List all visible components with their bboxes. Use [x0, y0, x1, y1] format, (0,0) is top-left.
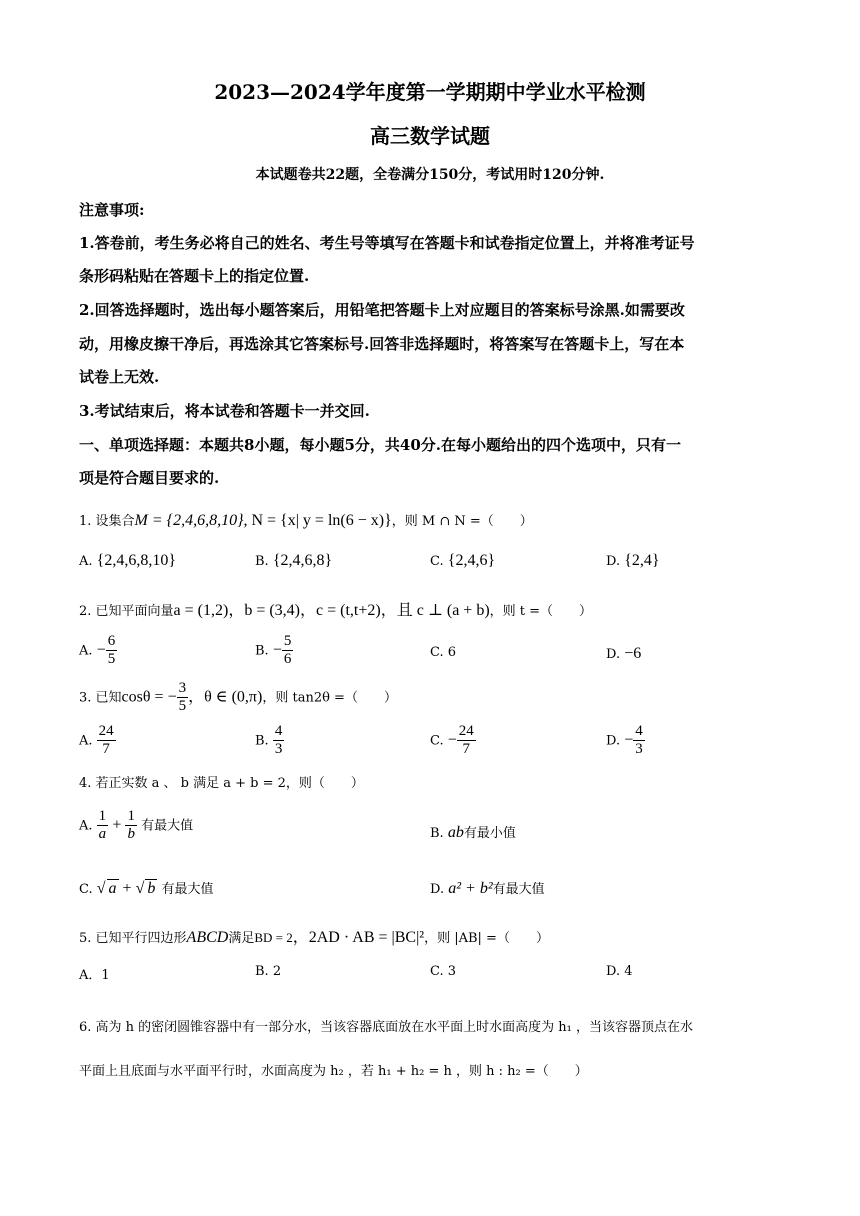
- option-text: 有最大值: [492, 882, 545, 897]
- fraction: [177, 680, 189, 716]
- denominator: 5: [107, 651, 116, 668]
- option-value: {2,4,6,8}: [272, 552, 333, 569]
- notice-item-2-line-3: 试卷上无效.: [79, 368, 160, 386]
- option-label: B.: [255, 733, 269, 749]
- question-4-option-c: [79, 878, 214, 898]
- negative-sign: −: [624, 731, 634, 749]
- question-5-option-d: D. 4: [606, 964, 633, 979]
- question-1-option-c: [430, 552, 495, 570]
- question-2-option-b: [255, 633, 293, 669]
- question-5-option-b: B. 2: [255, 964, 282, 979]
- option-value: −6: [624, 645, 642, 662]
- numerator: 4: [633, 723, 645, 741]
- question-2-option-c: C. 6: [430, 645, 457, 660]
- numerator: 6: [106, 633, 118, 651]
- notice-item-3: 3.考试结束后，将本试卷和答题卡一并交回.: [79, 402, 370, 420]
- notice-item-1-line-1: 1.答卷前，考生务必将自己的姓名、考生号等填写在答题卡和试卷指定位置上，并将准考证号: [79, 234, 695, 252]
- denominator: 6: [283, 651, 292, 668]
- option-label: A.: [79, 643, 93, 659]
- question-4-option-a: A. $\frac{1}{a}$ + $\frac{1}{b}$ 有最大值: [79, 808, 194, 843]
- perpendicular-condition: ，且 c ⊥ (a + b): [380, 602, 490, 619]
- question-3-option-b: [255, 723, 284, 759]
- option-label: B.: [430, 826, 444, 841]
- section-1-heading-line-2: 项是符合题目要求的.: [79, 469, 220, 487]
- exam-subtitle: 高三数学试题: [370, 124, 490, 148]
- question-5-suffix: ，则 |AB| =（ ）: [424, 931, 549, 946]
- question-1-set-n: , N = {x| y = ln(6 − x)}: [243, 512, 392, 529]
- fraction-one-over-b: $\frac{1}{b}$: [127, 808, 135, 843]
- option-label: A.: [79, 733, 93, 749]
- sqrt-expression: √ a + √ b: [96, 880, 156, 897]
- question-1-option-b: [255, 552, 332, 570]
- bd-length: BD = 2: [254, 930, 293, 945]
- question-2-option-a: [79, 633, 117, 669]
- numerator: 5: [282, 633, 294, 651]
- numerator: 24: [457, 723, 476, 741]
- question-2-stem: [79, 597, 592, 620]
- question-5-option-a: A．1: [79, 968, 110, 983]
- exam-info: 本试题卷共22题，全卷满分150分，考试用时120分钟.: [255, 167, 605, 183]
- negative-sign: −: [447, 731, 457, 749]
- question-6-line-1: 6. 高为 h 的密闭圆锥容器中有一部分水，当该容器底面放在水平面上时水面高度为 h₁ ，当该容器顶点在水: [79, 1020, 694, 1035]
- option-label: D.: [430, 882, 445, 897]
- option-label: C.: [430, 733, 444, 749]
- exam-title: 2023—2024学年度第一学期期中学业水平检测: [214, 80, 646, 104]
- denominator: 7: [462, 741, 471, 758]
- numerator: 4: [273, 723, 285, 741]
- question-3-suffix: ，则 tan2θ =（ ）: [262, 690, 397, 706]
- vector-condition: ，2AD · AB = |BC|²: [292, 929, 425, 946]
- option-value: {2,4}: [624, 552, 660, 569]
- question-1-suffix: ，则 M ∩ N =（ ）: [391, 514, 533, 529]
- question-5-mid: 满足: [228, 931, 255, 946]
- question-3-option-d: [606, 723, 645, 759]
- denominator: 3: [635, 741, 643, 758]
- option-label: D.: [606, 733, 621, 749]
- option-label: B.: [255, 554, 269, 569]
- negative-sign: −: [272, 641, 282, 659]
- vector-b: ，b = (3,4): [228, 602, 301, 619]
- option-label: B.: [255, 643, 269, 659]
- fraction: [457, 723, 476, 759]
- option-label: A.: [79, 554, 93, 569]
- notice-item-2-line-2: 动，用橡皮擦干净后，再选涂其它答案标号.回答非选择题时，将答案写在答题卡上，写在本: [79, 335, 685, 353]
- section-1-heading-line-1: 一、单项选择题：本题共8小题，每小题5分，共40分.在每小题给出的四个选项中，只有一: [79, 436, 681, 454]
- option-text: 有最大值: [161, 882, 214, 897]
- option-expression: a² + b²: [448, 880, 493, 897]
- fraction: [106, 633, 118, 669]
- numerator: 24: [97, 723, 116, 741]
- question-2-prefix: 2. 已知平面向量: [79, 604, 174, 619]
- option-text: 有最小值: [463, 826, 516, 841]
- question-5-option-c: C. 3: [430, 964, 457, 979]
- question-3-prefix: 3. 已知: [79, 690, 122, 706]
- question-1-option-d: [606, 552, 660, 570]
- numerator: 3: [177, 680, 189, 698]
- question-3-option-a: [79, 723, 116, 759]
- notice-item-1-line-2: 条形码粘贴在答题卡上的指定位置.: [79, 267, 310, 285]
- question-4-option-b: [430, 822, 516, 842]
- cos-expression: cosθ = −: [121, 688, 177, 706]
- option-label: C.: [430, 554, 444, 569]
- option-label: A.: [79, 818, 93, 834]
- option-value: {2,4,6,8,10}: [96, 552, 177, 569]
- question-5-prefix: 5. 已知平行四边形: [79, 931, 187, 946]
- parallelogram-name: ABCD: [186, 929, 229, 946]
- notice-heading: 注意事项:: [79, 201, 145, 219]
- question-4-stem: 4. 若正实数 a 、 b 满足 a + b = 2，则（ ）: [79, 776, 364, 791]
- fraction-one-over-a: $\frac{1}{a}$: [98, 808, 107, 843]
- question-1-option-a: [79, 552, 176, 570]
- option-label: D.: [606, 647, 621, 662]
- option-label: C.: [79, 882, 93, 897]
- fraction: [273, 723, 285, 759]
- notice-item-2-line-1: 2.回答选择题时，选出每小题答案后，用铅笔把答题卡上对应题目的答案标号涂黑.如需要改: [79, 301, 685, 319]
- question-3-option-c: [430, 723, 476, 759]
- question-6-line-2: 平面上且底面与水平面平行时，水面高度为 h₂ ，若 h₁ + h₂ = h ，则 h : h₂ =（ ）: [79, 1064, 588, 1079]
- denominator: 3: [274, 741, 283, 758]
- denominator: 5: [178, 698, 187, 715]
- question-1-stem: [79, 510, 533, 530]
- question-1-prefix: 1. 设集合: [79, 514, 135, 529]
- option-text: 有最大值: [141, 818, 194, 834]
- theta-range: ，θ ∈ (0,π): [188, 688, 263, 706]
- negative-sign: −: [96, 641, 106, 659]
- question-5-stem: [79, 924, 549, 947]
- denominator: 7: [102, 741, 110, 758]
- question-3-stem: [79, 680, 397, 716]
- fraction: [97, 723, 116, 759]
- question-2-suffix: ，则 t =（ ）: [489, 604, 593, 619]
- option-expression: ab: [447, 824, 464, 841]
- fraction: [633, 723, 645, 759]
- question-1-set-m: M = {2,4,6,8,10}: [134, 512, 244, 529]
- option-value: {2,4,6}: [447, 552, 496, 569]
- vector-a: a = (1,2): [173, 602, 229, 619]
- option-label: D.: [606, 554, 621, 569]
- question-4-option-d: [430, 878, 545, 898]
- question-2-option-d: [606, 645, 641, 663]
- vector-c: ，c = (t,t+2): [300, 602, 381, 619]
- fraction: [282, 633, 294, 669]
